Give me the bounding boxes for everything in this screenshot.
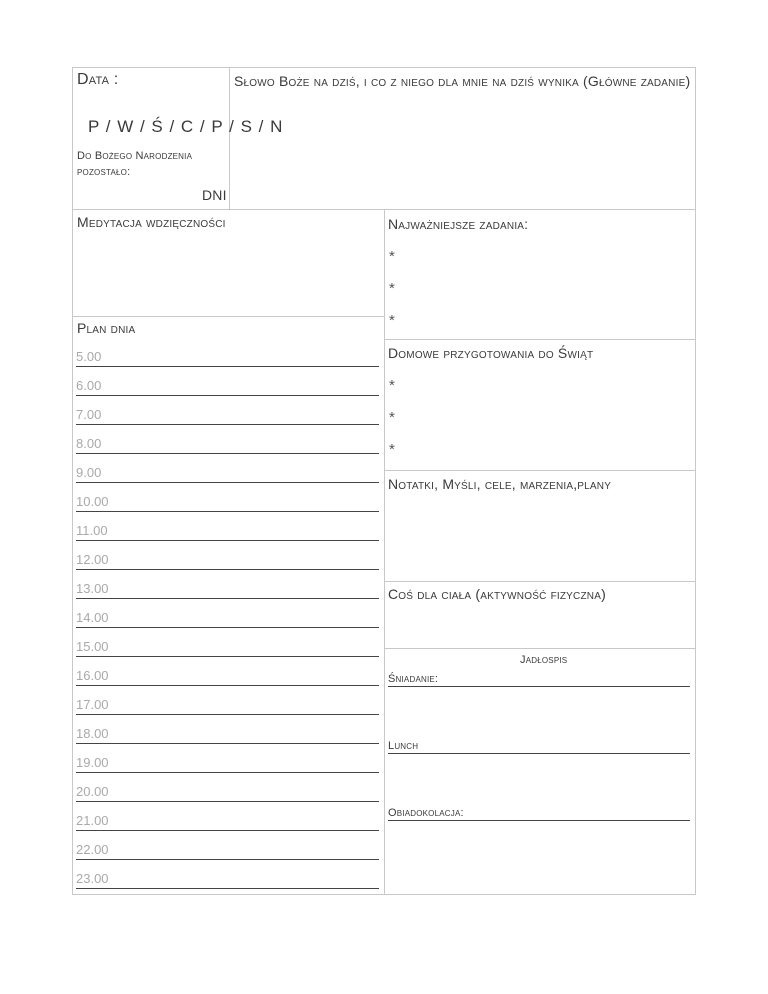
hour-row — [76, 838, 379, 860]
hour-row — [76, 461, 379, 483]
christmas-countdown-line1: Do Bożego Narodzenia — [77, 150, 193, 162]
hour-row — [76, 519, 379, 541]
hour-row — [76, 780, 379, 802]
hour-label: 6.00 — [76, 378, 102, 393]
dinner-label: Obiadokolacja: — [388, 807, 464, 819]
hour-label: 21.00 — [76, 813, 109, 828]
top-tasks-title: Najważniejsze zadania: — [388, 216, 529, 232]
lunch-line — [388, 753, 690, 754]
date-label: Data : — [77, 71, 119, 88]
hour-label: 19.00 — [76, 755, 109, 770]
hour-label: 15.00 — [76, 639, 109, 654]
hour-label: 20.00 — [76, 784, 109, 799]
hour-row — [76, 577, 379, 599]
hour-row — [76, 548, 379, 570]
hour-row — [76, 693, 379, 715]
hour-row — [76, 403, 379, 425]
top-task-bullet: * — [389, 312, 395, 329]
top-task-bullet: * — [389, 248, 395, 265]
lunch-label: Lunch — [388, 740, 419, 752]
hour-label: 8.00 — [76, 436, 102, 451]
gratitude-title: Medytacja wdzięczności — [77, 214, 226, 230]
hour-row — [76, 635, 379, 657]
hour-row — [76, 606, 379, 628]
word-of-god-title: Słowo Boże na dziś, i co z niego dla mnie na dziś wynika (Główne zadanie) — [234, 73, 691, 89]
hour-label: 10.00 — [76, 494, 109, 509]
hour-label: 17.00 — [76, 697, 109, 712]
hour-label: 16.00 — [76, 668, 109, 683]
hour-row — [76, 867, 379, 889]
hour-row — [76, 722, 379, 744]
hour-row — [76, 345, 379, 367]
hour-label: 5.00 — [76, 349, 102, 364]
hour-row — [76, 664, 379, 686]
home-prep-bullet: * — [389, 441, 395, 458]
hour-label: 18.00 — [76, 726, 109, 741]
hour-label: 14.00 — [76, 610, 109, 625]
hour-label: 9.00 — [76, 465, 102, 480]
day-plan-title: Plan dnia — [77, 320, 136, 336]
weekdays: P / W / Ś / C / P / S / N — [88, 117, 284, 136]
home-prep-title: Domowe przygotowania do Świąt — [388, 345, 594, 361]
hour-row — [76, 432, 379, 454]
home-prep-bullet: * — [389, 377, 395, 394]
breakfast-label: Śniadanie: — [388, 673, 439, 685]
hour-row — [76, 751, 379, 773]
top-task-bullet: * — [389, 280, 395, 297]
hour-label: 23.00 — [76, 871, 109, 886]
hour-row — [76, 809, 379, 831]
hour-label: 12.00 — [76, 552, 109, 567]
days-label: DNI — [202, 187, 227, 203]
dinner-line — [388, 820, 690, 821]
hour-label: 22.00 — [76, 842, 109, 857]
hour-label: 11.00 — [76, 523, 108, 538]
hour-label: 7.00 — [76, 407, 102, 422]
hour-row — [76, 490, 379, 512]
christmas-countdown-line2: pozostało: — [77, 166, 131, 178]
hour-row — [76, 374, 379, 396]
home-prep-bullet: * — [389, 409, 395, 426]
body-activity-title: Coś dla ciała (aktywność fizyczna) — [388, 586, 606, 602]
menu-title: Jadłospis — [520, 654, 568, 666]
notes-title: Notatki, Myśli, cele, marzenia,plany — [388, 476, 612, 492]
breakfast-line — [388, 686, 690, 687]
hour-label: 13.00 — [76, 581, 109, 596]
